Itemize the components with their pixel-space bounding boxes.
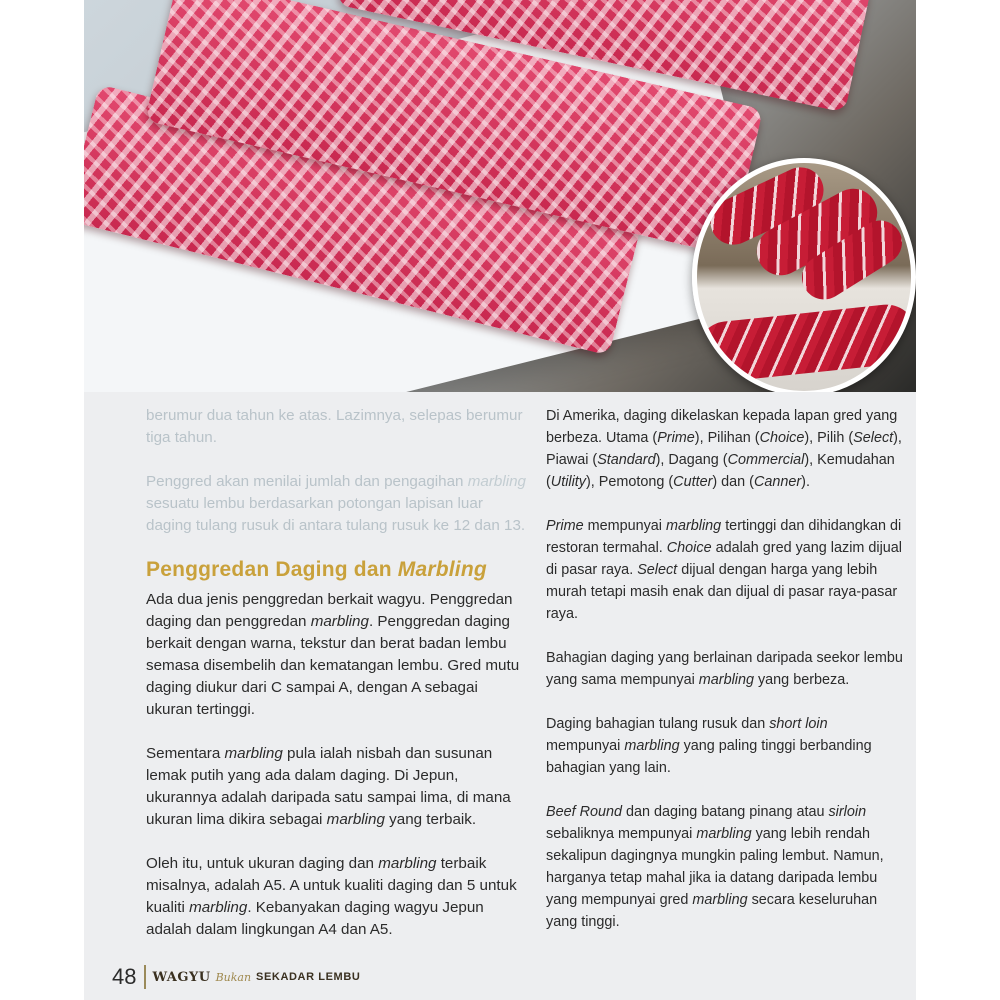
paragraph: Prime mempunyai marbling tertinggi dan dihidangkan di restoran termahal. Choice adalah gred yang lazim dijual di pasar raya. Select dijual dengan harga yang lebih murah tetapi masih enak dan dijual di pasar raya-pasar raya.: [546, 518, 902, 622]
marbled-beef-photo: [84, 0, 916, 392]
book-title-script: Bukan: [215, 970, 252, 984]
paragraph: Beef Round dan daging batang pinang atau sirloin sebaliknya mempunyai marbling yang lebih rendah sekalipun dagingnya mungkin paling lembut. Namun, harganya tetap mahal jika ia datang daripada lembu yang mempunyai gred marbling secara keseluruhan yang tinggi.: [546, 804, 884, 930]
section-heading: Penggredan Daging dan Marbling: [146, 558, 487, 581]
paragraph: Daging bahagian tulang rusuk dan short loin mempunyai marbling yang paling tinggi berbanding bahagian yang lain.: [546, 716, 872, 776]
left-column: [146, 405, 526, 963]
paragraph: berumur dua tahun ke atas. Lazimnya, selepas berumur tiga tahun.: [146, 407, 523, 446]
page-number: 48: [112, 964, 137, 989]
book-title-subtitle: SEKADAR LEMBU: [256, 971, 361, 983]
book-title-brand: WAGYU: [152, 969, 211, 985]
magazine-page: [84, 0, 916, 1000]
sliced-beef-inset-photo: [692, 158, 916, 392]
right-column: [546, 405, 906, 955]
paragraph: Oleh itu, untuk ukuran daging dan marbling terbaik misalnya, adalah A5. A untuk kualiti daging dan 5 untuk kualiti marbling. Kebanyakan daging wagyu Jepun adalah dalam lingkungan A4 dan A5.: [146, 855, 517, 938]
paragraph: Sementara marbling pula ialah nisbah dan susunan lemak putih yang ada dalam daging. Di Jepun, ukurannya adalah daripada satu sampai lima, di mana ukuran lima dikira sebagai marbling yang terbaik.: [146, 745, 511, 828]
paragraph: Penggred akan menilai jumlah dan pengagihan marbling sesuatu lembu berdasarkan potongan lapisan luar daging tulang rusuk di antara tulang rusuk ke 12 dan 13.: [146, 473, 526, 534]
paragraph: Ada dua jenis penggredan berkait wagyu. Penggredan daging dan penggredan marbling. Penggredan daging berkait dengan warna, tekstur dan berat badan lembu semasa disembelih dan kematangan lembu. Gred mutu daging diukur dari C sampai A, dengan A sebagai ukuran tertinggi.: [146, 591, 520, 718]
paragraph: Di Amerika, daging dikelaskan kepada lapan gred yang berbeza. Utama (Prime), Pilihan (Choice), Pilih (Select), Piawai (Standard), Dagang (Commercial), Kemudahan (Utility), Pemotong (Cutter) dan (Canner).: [546, 408, 902, 490]
page-footer: [112, 962, 360, 992]
footer-divider: [144, 965, 146, 989]
paragraph: Bahagian daging yang berlainan daripada seekor lembu yang sama mempunyai marbling yang berbeza.: [546, 650, 903, 688]
beef-slice: [694, 302, 916, 385]
